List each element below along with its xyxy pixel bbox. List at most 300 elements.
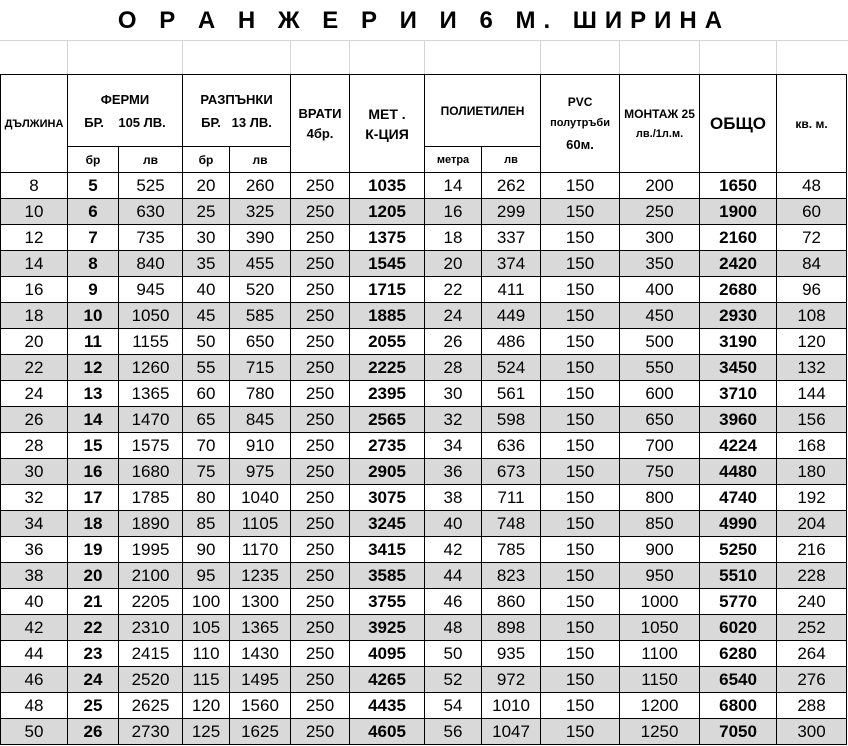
cell-poly-lv[interactable]: 785 xyxy=(482,537,541,563)
cell-pvc[interactable]: 150 xyxy=(541,251,620,277)
header-trusses-sub: БР. 105 ЛВ. xyxy=(84,114,166,130)
cell-metal[interactable]: 1715 xyxy=(350,277,425,303)
cell-mounting[interactable]: 800 xyxy=(620,485,700,511)
cell-length[interactable]: 34 xyxy=(1,511,68,537)
cell-trusses-lv[interactable]: 735 xyxy=(119,225,183,251)
cell-poly-lv[interactable]: 935 xyxy=(482,641,541,667)
cell-sqm[interactable]: 84 xyxy=(777,251,847,277)
cell-mounting[interactable]: 300 xyxy=(620,225,700,251)
header-struts-lv: лв xyxy=(230,147,291,173)
cell-poly-meters[interactable]: 56 xyxy=(425,719,482,745)
cell-struts-lv[interactable]: 975 xyxy=(230,459,291,485)
cell-struts-pcs[interactable]: 70 xyxy=(183,433,230,459)
cell-total[interactable]: 5510 xyxy=(700,563,777,589)
cell-total[interactable]: 4224 xyxy=(700,433,777,459)
cell-length[interactable]: 10 xyxy=(1,199,68,225)
cell-poly-meters[interactable]: 28 xyxy=(425,355,482,381)
header-doors-label: ВРАТИ 4бр. xyxy=(298,105,342,141)
cell-metal[interactable]: 1035 xyxy=(350,173,425,199)
col-gridline xyxy=(540,40,541,74)
cell-mounting[interactable]: 750 xyxy=(620,459,700,485)
cell-struts-lv[interactable]: 1430 xyxy=(230,641,291,667)
cell-mounting[interactable]: 850 xyxy=(620,511,700,537)
cell-total[interactable]: 5250 xyxy=(700,537,777,563)
cell-poly-meters[interactable]: 20 xyxy=(425,251,482,277)
cell-length[interactable]: 46 xyxy=(1,667,68,693)
cell-trusses-lv[interactable]: 1470 xyxy=(119,407,183,433)
cell-poly-lv[interactable]: 449 xyxy=(482,303,541,329)
cell-struts-lv[interactable]: 325 xyxy=(230,199,291,225)
cell-metal[interactable]: 3245 xyxy=(350,511,425,537)
cell-poly-meters[interactable]: 42 xyxy=(425,537,482,563)
cell-metal[interactable]: 4095 xyxy=(350,641,425,667)
cell-trusses-lv[interactable]: 2310 xyxy=(119,615,183,641)
header-poly-meters: метра xyxy=(425,147,482,173)
cell-doors[interactable]: 250 xyxy=(291,563,350,589)
cell-pvc[interactable]: 150 xyxy=(541,329,620,355)
cell-mounting[interactable]: 1150 xyxy=(620,667,700,693)
cell-sqm[interactable]: 276 xyxy=(777,667,847,693)
cell-doors[interactable]: 250 xyxy=(291,589,350,615)
cell-pvc[interactable]: 150 xyxy=(541,355,620,381)
cell-trusses-pcs[interactable]: 8 xyxy=(68,251,119,277)
cell-trusses-pcs[interactable]: 15 xyxy=(68,433,119,459)
cell-pvc[interactable]: 150 xyxy=(541,303,620,329)
cell-total[interactable]: 3710 xyxy=(700,381,777,407)
cell-doors[interactable]: 250 xyxy=(291,537,350,563)
cell-trusses-lv[interactable]: 840 xyxy=(119,251,183,277)
cell-length[interactable]: 24 xyxy=(1,381,68,407)
cell-sqm[interactable]: 144 xyxy=(777,381,847,407)
cell-trusses-lv[interactable]: 2625 xyxy=(119,693,183,719)
cell-pvc[interactable]: 150 xyxy=(541,485,620,511)
cell-length[interactable]: 44 xyxy=(1,641,68,667)
cell-sqm[interactable]: 72 xyxy=(777,225,847,251)
cell-struts-pcs[interactable]: 45 xyxy=(183,303,230,329)
cell-mounting[interactable]: 450 xyxy=(620,303,700,329)
cell-length[interactable]: 8 xyxy=(1,173,68,199)
cell-struts-pcs[interactable]: 105 xyxy=(183,615,230,641)
cell-sqm[interactable]: 96 xyxy=(777,277,847,303)
cell-poly-meters[interactable]: 40 xyxy=(425,511,482,537)
cell-metal[interactable]: 4265 xyxy=(350,667,425,693)
cell-trusses-lv[interactable]: 1890 xyxy=(119,511,183,537)
cell-sqm[interactable]: 120 xyxy=(777,329,847,355)
cell-total[interactable]: 2930 xyxy=(700,303,777,329)
cell-length[interactable]: 50 xyxy=(1,719,68,745)
cell-struts-lv[interactable]: 455 xyxy=(230,251,291,277)
cell-trusses-lv[interactable]: 2100 xyxy=(119,563,183,589)
cell-doors[interactable]: 250 xyxy=(291,277,350,303)
cell-trusses-pcs[interactable]: 10 xyxy=(68,303,119,329)
cell-metal[interactable]: 2735 xyxy=(350,433,425,459)
cell-mounting[interactable]: 550 xyxy=(620,355,700,381)
cell-doors[interactable]: 250 xyxy=(291,433,350,459)
cell-sqm[interactable]: 252 xyxy=(777,615,847,641)
cell-sqm[interactable]: 156 xyxy=(777,407,847,433)
cell-trusses-pcs[interactable]: 17 xyxy=(68,485,119,511)
cell-struts-pcs[interactable]: 65 xyxy=(183,407,230,433)
cell-pvc[interactable]: 150 xyxy=(541,615,620,641)
table-row xyxy=(1,667,847,693)
cell-struts-lv[interactable]: 390 xyxy=(230,225,291,251)
cell-pvc[interactable]: 150 xyxy=(541,407,620,433)
cell-pvc[interactable]: 150 xyxy=(541,173,620,199)
cell-trusses-pcs[interactable]: 16 xyxy=(68,459,119,485)
cell-poly-meters[interactable]: 32 xyxy=(425,407,482,433)
cell-pvc[interactable]: 150 xyxy=(541,589,620,615)
cell-sqm[interactable]: 180 xyxy=(777,459,847,485)
cell-struts-lv[interactable]: 260 xyxy=(230,173,291,199)
cell-length[interactable]: 38 xyxy=(1,563,68,589)
cell-mounting[interactable]: 400 xyxy=(620,277,700,303)
cell-total[interactable]: 1900 xyxy=(700,199,777,225)
cell-length[interactable]: 32 xyxy=(1,485,68,511)
cell-struts-pcs[interactable]: 75 xyxy=(183,459,230,485)
cell-length[interactable]: 22 xyxy=(1,355,68,381)
cell-total[interactable]: 2680 xyxy=(700,277,777,303)
cell-sqm[interactable]: 60 xyxy=(777,199,847,225)
cell-struts-lv[interactable]: 910 xyxy=(230,433,291,459)
cell-poly-lv[interactable]: 748 xyxy=(482,511,541,537)
cell-struts-pcs[interactable]: 40 xyxy=(183,277,230,303)
cell-poly-lv[interactable]: 411 xyxy=(482,277,541,303)
cell-trusses-lv[interactable]: 2520 xyxy=(119,667,183,693)
cell-pvc[interactable]: 150 xyxy=(541,667,620,693)
cell-mounting[interactable]: 1000 xyxy=(620,589,700,615)
cell-sqm[interactable]: 264 xyxy=(777,641,847,667)
cell-struts-pcs[interactable]: 55 xyxy=(183,355,230,381)
cell-doors[interactable]: 250 xyxy=(291,251,350,277)
cell-metal[interactable]: 3415 xyxy=(350,537,425,563)
cell-struts-lv[interactable]: 1495 xyxy=(230,667,291,693)
cell-struts-lv[interactable]: 1235 xyxy=(230,563,291,589)
cell-total[interactable]: 5770 xyxy=(700,589,777,615)
cell-metal[interactable]: 2225 xyxy=(350,355,425,381)
cell-mounting[interactable]: 200 xyxy=(620,173,700,199)
cell-total[interactable]: 2160 xyxy=(700,225,777,251)
cell-mounting[interactable]: 900 xyxy=(620,537,700,563)
cell-trusses-pcs[interactable]: 19 xyxy=(68,537,119,563)
cell-doors[interactable]: 250 xyxy=(291,303,350,329)
cell-length[interactable]: 40 xyxy=(1,589,68,615)
cell-metal[interactable]: 3755 xyxy=(350,589,425,615)
cell-struts-lv[interactable]: 1170 xyxy=(230,537,291,563)
cell-mounting[interactable]: 350 xyxy=(620,251,700,277)
cell-poly-lv[interactable]: 374 xyxy=(482,251,541,277)
cell-mounting[interactable]: 1100 xyxy=(620,641,700,667)
cell-trusses-pcs[interactable]: 26 xyxy=(68,719,119,745)
cell-struts-pcs[interactable]: 30 xyxy=(183,225,230,251)
cell-poly-lv[interactable]: 299 xyxy=(482,199,541,225)
cell-poly-meters[interactable]: 26 xyxy=(425,329,482,355)
cell-struts-pcs[interactable]: 125 xyxy=(183,719,230,745)
cell-mounting[interactable]: 1250 xyxy=(620,719,700,745)
cell-metal[interactable]: 4605 xyxy=(350,719,425,745)
cell-metal[interactable]: 2565 xyxy=(350,407,425,433)
cell-metal[interactable]: 3585 xyxy=(350,563,425,589)
header-sqm: кв. м. xyxy=(777,75,847,173)
cell-struts-lv[interactable]: 1560 xyxy=(230,693,291,719)
cell-struts-pcs[interactable]: 35 xyxy=(183,251,230,277)
cell-total[interactable]: 6020 xyxy=(700,615,777,641)
cell-struts-pcs[interactable]: 60 xyxy=(183,381,230,407)
cell-poly-lv[interactable]: 972 xyxy=(482,667,541,693)
cell-sqm[interactable]: 300 xyxy=(777,719,847,745)
cell-doors[interactable]: 250 xyxy=(291,199,350,225)
cell-metal[interactable]: 1545 xyxy=(350,251,425,277)
cell-poly-meters[interactable]: 52 xyxy=(425,667,482,693)
cell-poly-lv[interactable]: 898 xyxy=(482,615,541,641)
cell-mounting[interactable]: 650 xyxy=(620,407,700,433)
cell-struts-lv[interactable]: 1300 xyxy=(230,589,291,615)
cell-poly-lv[interactable]: 636 xyxy=(482,433,541,459)
cell-struts-lv[interactable]: 1625 xyxy=(230,719,291,745)
cell-length[interactable]: 20 xyxy=(1,329,68,355)
cell-struts-pcs[interactable]: 115 xyxy=(183,667,230,693)
cell-total[interactable]: 2420 xyxy=(700,251,777,277)
cell-trusses-pcs[interactable]: 6 xyxy=(68,199,119,225)
cell-poly-meters[interactable]: 18 xyxy=(425,225,482,251)
cell-metal[interactable]: 4435 xyxy=(350,693,425,719)
cell-pvc[interactable]: 150 xyxy=(541,511,620,537)
cell-struts-pcs[interactable]: 100 xyxy=(183,589,230,615)
cell-total[interactable]: 1650 xyxy=(700,173,777,199)
cell-struts-pcs[interactable]: 50 xyxy=(183,329,230,355)
cell-poly-meters[interactable]: 14 xyxy=(425,173,482,199)
cell-struts-lv[interactable]: 780 xyxy=(230,381,291,407)
cell-mounting[interactable]: 700 xyxy=(620,433,700,459)
cell-metal[interactable]: 2905 xyxy=(350,459,425,485)
cell-sqm[interactable]: 132 xyxy=(777,355,847,381)
cell-total[interactable]: 3450 xyxy=(700,355,777,381)
cell-trusses-pcs[interactable]: 7 xyxy=(68,225,119,251)
cell-poly-meters[interactable]: 22 xyxy=(425,277,482,303)
cell-metal[interactable]: 3075 xyxy=(350,485,425,511)
cell-trusses-pcs[interactable]: 14 xyxy=(68,407,119,433)
cell-sqm[interactable]: 204 xyxy=(777,511,847,537)
cell-doors[interactable]: 250 xyxy=(291,693,350,719)
cell-trusses-lv[interactable]: 1575 xyxy=(119,433,183,459)
cell-struts-pcs[interactable]: 90 xyxy=(183,537,230,563)
cell-pvc[interactable]: 150 xyxy=(541,277,620,303)
cell-total[interactable]: 6280 xyxy=(700,641,777,667)
cell-struts-lv[interactable]: 585 xyxy=(230,303,291,329)
cell-pvc[interactable]: 150 xyxy=(541,641,620,667)
header-mounting xyxy=(620,75,700,173)
cell-mounting[interactable]: 1050 xyxy=(620,615,700,641)
cell-trusses-lv[interactable]: 630 xyxy=(119,199,183,225)
cell-metal[interactable]: 1375 xyxy=(350,225,425,251)
cell-poly-meters[interactable]: 24 xyxy=(425,303,482,329)
cell-doors[interactable]: 250 xyxy=(291,407,350,433)
cell-total[interactable]: 4740 xyxy=(700,485,777,511)
cell-length[interactable]: 18 xyxy=(1,303,68,329)
cell-struts-pcs[interactable]: 25 xyxy=(183,199,230,225)
cell-struts-lv[interactable]: 1105 xyxy=(230,511,291,537)
cell-total[interactable]: 6540 xyxy=(700,667,777,693)
cell-trusses-pcs[interactable]: 22 xyxy=(68,615,119,641)
cell-pvc[interactable]: 150 xyxy=(541,563,620,589)
cell-trusses-lv[interactable]: 1995 xyxy=(119,537,183,563)
cell-trusses-pcs[interactable]: 24 xyxy=(68,667,119,693)
cell-trusses-pcs[interactable]: 5 xyxy=(68,173,119,199)
cell-poly-lv[interactable]: 598 xyxy=(482,407,541,433)
cell-trusses-lv[interactable]: 1155 xyxy=(119,329,183,355)
cell-pvc[interactable]: 150 xyxy=(541,459,620,485)
cell-sqm[interactable]: 288 xyxy=(777,693,847,719)
cell-trusses-lv[interactable]: 1785 xyxy=(119,485,183,511)
cell-length[interactable]: 36 xyxy=(1,537,68,563)
cell-mounting[interactable]: 1200 xyxy=(620,693,700,719)
cell-poly-meters[interactable]: 48 xyxy=(425,615,482,641)
cell-struts-lv[interactable]: 845 xyxy=(230,407,291,433)
cell-doors[interactable]: 250 xyxy=(291,381,350,407)
cell-trusses-lv[interactable]: 1680 xyxy=(119,459,183,485)
cell-sqm[interactable]: 228 xyxy=(777,563,847,589)
cell-pvc[interactable]: 150 xyxy=(541,199,620,225)
cell-doors[interactable]: 250 xyxy=(291,485,350,511)
cell-doors[interactable]: 250 xyxy=(291,641,350,667)
table-row xyxy=(1,641,847,667)
cell-struts-pcs[interactable]: 80 xyxy=(183,485,230,511)
cell-struts-pcs[interactable]: 120 xyxy=(183,693,230,719)
cell-length[interactable]: 28 xyxy=(1,433,68,459)
cell-poly-lv[interactable]: 1047 xyxy=(482,719,541,745)
cell-total[interactable]: 6800 xyxy=(700,693,777,719)
cell-doors[interactable]: 250 xyxy=(291,719,350,745)
cell-length[interactable]: 26 xyxy=(1,407,68,433)
cell-pvc[interactable]: 150 xyxy=(541,225,620,251)
cell-trusses-lv[interactable]: 525 xyxy=(119,173,183,199)
cell-trusses-lv[interactable]: 2730 xyxy=(119,719,183,745)
cell-poly-lv[interactable]: 337 xyxy=(482,225,541,251)
cell-length[interactable]: 14 xyxy=(1,251,68,277)
cell-length[interactable]: 42 xyxy=(1,615,68,641)
cell-length[interactable]: 48 xyxy=(1,693,68,719)
cell-poly-meters[interactable]: 50 xyxy=(425,641,482,667)
cell-sqm[interactable]: 108 xyxy=(777,303,847,329)
cell-trusses-pcs[interactable]: 25 xyxy=(68,693,119,719)
cell-length[interactable]: 12 xyxy=(1,225,68,251)
cell-sqm[interactable]: 48 xyxy=(777,173,847,199)
cell-struts-pcs[interactable]: 20 xyxy=(183,173,230,199)
cell-poly-lv[interactable]: 486 xyxy=(482,329,541,355)
cell-struts-lv[interactable]: 715 xyxy=(230,355,291,381)
cell-poly-meters[interactable]: 44 xyxy=(425,563,482,589)
cell-doors[interactable]: 250 xyxy=(291,329,350,355)
cell-pvc[interactable]: 150 xyxy=(541,537,620,563)
cell-poly-lv[interactable]: 524 xyxy=(482,355,541,381)
cell-doors[interactable]: 250 xyxy=(291,615,350,641)
cell-poly-meters[interactable]: 38 xyxy=(425,485,482,511)
cell-trusses-lv[interactable]: 1260 xyxy=(119,355,183,381)
cell-poly-meters[interactable]: 34 xyxy=(425,433,482,459)
cell-poly-lv[interactable]: 860 xyxy=(482,589,541,615)
header-struts-title: РАЗПЪНКИ xyxy=(200,91,273,107)
cell-pvc[interactable]: 150 xyxy=(541,719,620,745)
cell-struts-pcs[interactable]: 85 xyxy=(183,511,230,537)
cell-doors[interactable]: 250 xyxy=(291,173,350,199)
cell-sqm[interactable]: 216 xyxy=(777,537,847,563)
cell-mounting[interactable]: 250 xyxy=(620,199,700,225)
cell-mounting[interactable]: 600 xyxy=(620,381,700,407)
cell-metal[interactable]: 3925 xyxy=(350,615,425,641)
cell-metal[interactable]: 1205 xyxy=(350,199,425,225)
cell-struts-lv[interactable]: 520 xyxy=(230,277,291,303)
cell-poly-lv[interactable]: 823 xyxy=(482,563,541,589)
cell-trusses-lv[interactable]: 1365 xyxy=(119,381,183,407)
cell-length[interactable]: 16 xyxy=(1,277,68,303)
cell-poly-meters[interactable]: 36 xyxy=(425,459,482,485)
cell-sqm[interactable]: 192 xyxy=(777,485,847,511)
cell-pvc[interactable]: 150 xyxy=(541,433,620,459)
cell-struts-lv[interactable]: 1040 xyxy=(230,485,291,511)
cell-metal[interactable]: 2055 xyxy=(350,329,425,355)
cell-struts-lv[interactable]: 1365 xyxy=(230,615,291,641)
cell-trusses-lv[interactable]: 2415 xyxy=(119,641,183,667)
cell-trusses-pcs[interactable]: 21 xyxy=(68,589,119,615)
sheet-title: О Р А Н Ж Е Р И И 6 М. ШИРИНА xyxy=(117,7,731,34)
cell-poly-lv[interactable]: 262 xyxy=(482,173,541,199)
cell-length[interactable]: 30 xyxy=(1,459,68,485)
cell-poly-meters[interactable]: 30 xyxy=(425,381,482,407)
table-row xyxy=(1,719,847,745)
cell-doors[interactable]: 250 xyxy=(291,225,350,251)
cell-poly-lv[interactable]: 1010 xyxy=(482,693,541,719)
cell-doors[interactable]: 250 xyxy=(291,459,350,485)
cell-struts-pcs[interactable]: 95 xyxy=(183,563,230,589)
cell-total[interactable]: 3190 xyxy=(700,329,777,355)
cell-trusses-pcs[interactable]: 23 xyxy=(68,641,119,667)
cell-doors[interactable]: 250 xyxy=(291,511,350,537)
cell-sqm[interactable]: 168 xyxy=(777,433,847,459)
cell-trusses-pcs[interactable]: 9 xyxy=(68,277,119,303)
cell-mounting[interactable]: 500 xyxy=(620,329,700,355)
cell-mounting[interactable]: 950 xyxy=(620,563,700,589)
cell-trusses-lv[interactable]: 945 xyxy=(119,277,183,303)
col-gridline xyxy=(67,40,68,74)
cell-struts-lv[interactable]: 650 xyxy=(230,329,291,355)
cell-trusses-pcs[interactable]: 20 xyxy=(68,563,119,589)
cell-doors[interactable]: 250 xyxy=(291,355,350,381)
cell-trusses-pcs[interactable]: 18 xyxy=(68,511,119,537)
cell-pvc[interactable]: 150 xyxy=(541,693,620,719)
cell-pvc[interactable]: 150 xyxy=(541,381,620,407)
table-row xyxy=(1,225,847,251)
cell-trusses-pcs[interactable]: 12 xyxy=(68,355,119,381)
cell-total[interactable]: 4480 xyxy=(700,459,777,485)
cell-trusses-pcs[interactable]: 13 xyxy=(68,381,119,407)
cell-metal[interactable]: 1885 xyxy=(350,303,425,329)
cell-poly-lv[interactable]: 711 xyxy=(482,485,541,511)
cell-total[interactable]: 7050 xyxy=(700,719,777,745)
cell-struts-pcs[interactable]: 110 xyxy=(183,641,230,667)
cell-trusses-lv[interactable]: 1050 xyxy=(119,303,183,329)
cell-total[interactable]: 3960 xyxy=(700,407,777,433)
cell-poly-meters[interactable]: 54 xyxy=(425,693,482,719)
cell-total[interactable]: 4990 xyxy=(700,511,777,537)
cell-poly-meters[interactable]: 46 xyxy=(425,589,482,615)
cell-trusses-lv[interactable]: 2205 xyxy=(119,589,183,615)
cell-metal[interactable]: 2395 xyxy=(350,381,425,407)
cell-poly-lv[interactable]: 673 xyxy=(482,459,541,485)
cell-doors[interactable]: 250 xyxy=(291,667,350,693)
cell-sqm[interactable]: 240 xyxy=(777,589,847,615)
cell-trusses-pcs[interactable]: 11 xyxy=(68,329,119,355)
cell-poly-meters[interactable]: 16 xyxy=(425,199,482,225)
cell-poly-lv[interactable]: 561 xyxy=(482,381,541,407)
